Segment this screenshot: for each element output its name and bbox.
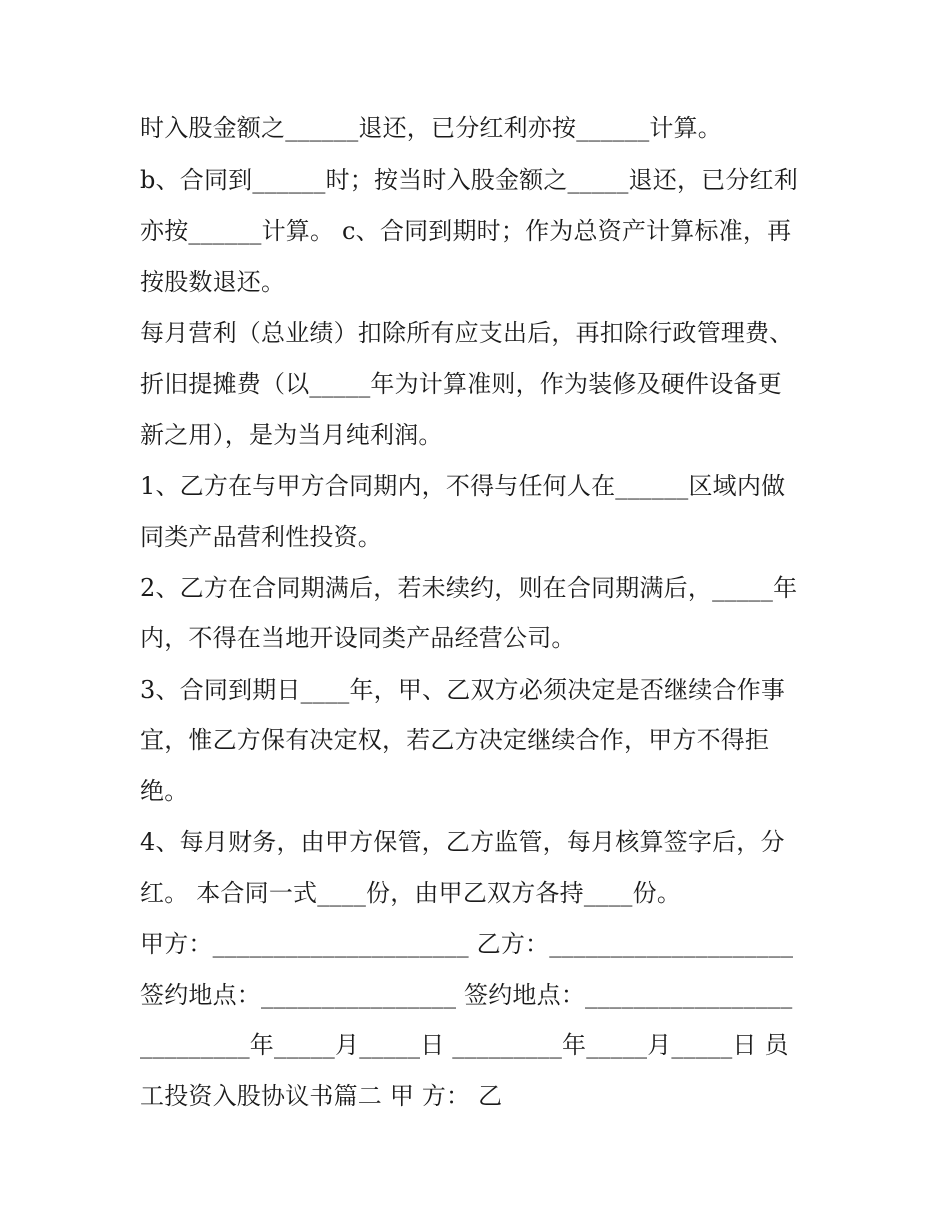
text-line: b、合同到______时；按当时入股金额之_____退还，已分红利 [140, 166, 798, 194]
text-line: 1、乙方在与甲方合同期内，不得与任何人在______区域内做 [140, 472, 786, 500]
text-line: 绝。 [140, 777, 189, 805]
text-line: 2、乙方在合同期满后，若未续约，则在合同期满后，_____年 [140, 574, 798, 602]
text-line: 3、合同到期日____年，甲、乙双方必须决定是否继续合作事 [140, 676, 786, 704]
text-line: 时入股金额之______退还，已分红利亦按______计算。 [140, 114, 722, 142]
signature-line-date: _________年_____月_____日 _________年_____月_____日 员 [140, 1031, 789, 1059]
text-line: 按股数退还。 [140, 268, 286, 296]
text-line: 新之用），是为当月纯利润。 [140, 421, 443, 449]
text-line: 内，不得在当地开设同类产品经营公司。 [140, 624, 576, 652]
text-line: 4、每月财务，由甲方保管，乙方监管，每月核算签字后，分 [140, 828, 785, 856]
text-line: 每月营利（总业绩）扣除所有应支出后，再扣除行政管理费、 [140, 319, 794, 347]
text-line: 折旧提摊费（以_____年为计算准则，作为装修及硬件设备更 [140, 370, 782, 398]
text-line: 亦按______计算。 c、合同到期时；作为总资产计算标准，再 [140, 217, 792, 245]
text-line: 红。 本合同一式____份，由甲乙双方各持____份。 [140, 879, 682, 907]
text-line: 同类产品营利性投资。 [140, 523, 382, 551]
signature-line-location: 签约地点：________________ 签约地点：_________________ [140, 981, 793, 1009]
text-line: 工投资入股协议书篇二 甲 方： 乙 [140, 1082, 503, 1110]
signature-line-parties: 甲方：_____________________ 乙方：____________________ [140, 930, 794, 958]
text-line: 宜，惟乙方保有决定权，若乙方决定继续合作，甲方不得拒 [140, 726, 770, 754]
